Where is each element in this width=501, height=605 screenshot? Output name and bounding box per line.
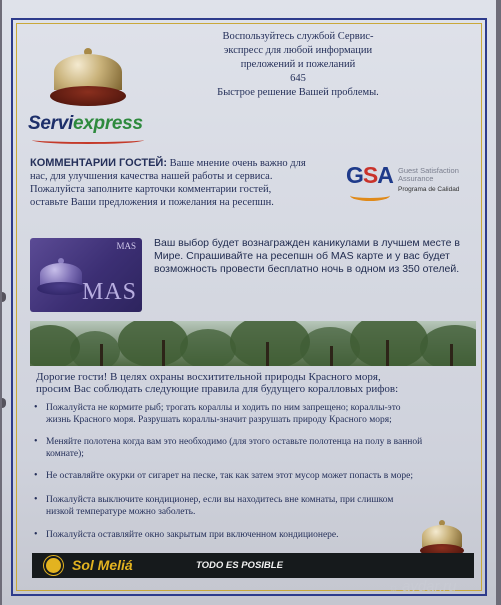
rule-item: • Меняйте полотена когда вам это необходимо (для этого оставьте полотенца на полу в ванной комнате); [32, 436, 472, 460]
sun-logo-icon [46, 558, 61, 573]
mas-card-image: MAS MAS [30, 238, 142, 312]
eco-intro-text: Дорогие гости! В целях охраны восхитительной природы Красного моря, просим Вас соблюдать следующие правила для будущего коралловых рифов: [36, 371, 399, 395]
watermark-icon: ☼ [388, 580, 399, 594]
comments-heading: КОММЕНТАРИИ ГОСТЕЙ: [30, 157, 167, 169]
serviexpress-logo: Serviexpress [28, 113, 143, 134]
rule-item: • Пожалуйста не кормите рыб; трогать кораллы и ходить по ним запрещено; кораллы-это жизнь Красного моря. Разрушать кораллы-значит разрушать природу Красного моря; [32, 402, 472, 426]
rule-item: • Пожалуйста оставляйте окно закрытым при включенном кондиционере. [32, 529, 472, 541]
watermark: ☼ aydar.ru [388, 578, 457, 595]
nature-photo-banner [30, 321, 476, 366]
binder-hole [2, 398, 6, 408]
guest-comments-text: КОММЕНТАРИИ ГОСТЕЙ: Ваше мнение очень важно для нас, для улучшения качества нашей работы и сервиса. Пожалуйста заполните карточки комментарии гостей, оставьте Ваши предложения и пожелания на ресепшн. [30, 157, 306, 208]
rule-item: • Пожалуйста выключите кондиционер, если вы находитесь вне комнаты, при слишком низкой температуре можно заболеть. [32, 494, 472, 518]
binder-hole [2, 292, 6, 302]
brand-name: Sol Meliá [72, 557, 133, 573]
rule-item: • Не оставляйте окурки от сигарет на песке, так как затем этот мусор может попасть в море; [32, 470, 472, 482]
logo-swoosh [32, 136, 144, 144]
brand-slogan: TODO ES POSIBLE [196, 560, 283, 571]
serviexpress-text: Воспользуйтесь службой Сервис- экспресс для любой информации прeложений и пожеланий 645 Быстрое решение Вашей проблемы. [217, 31, 379, 98]
gsa-smile-icon [350, 190, 390, 201]
gsa-logo: GSA Guest Satisfaction Assurance Programa de Calidad [346, 162, 472, 204]
reef-rules-list [32, 402, 472, 541]
card-bell-icon [40, 258, 82, 296]
mas-program-text: Ваш выбор будет вознагражден каникулами в лучшем месте в Мире. Спрашивайте на ресепшн об MAS карте и у вас будет возможность провести бесплатно ночь в одном из 350 отелей. [154, 237, 460, 275]
reception-bell-icon [54, 46, 122, 108]
leaflet-page [2, 0, 496, 605]
sol-melia-footer [32, 553, 474, 578]
